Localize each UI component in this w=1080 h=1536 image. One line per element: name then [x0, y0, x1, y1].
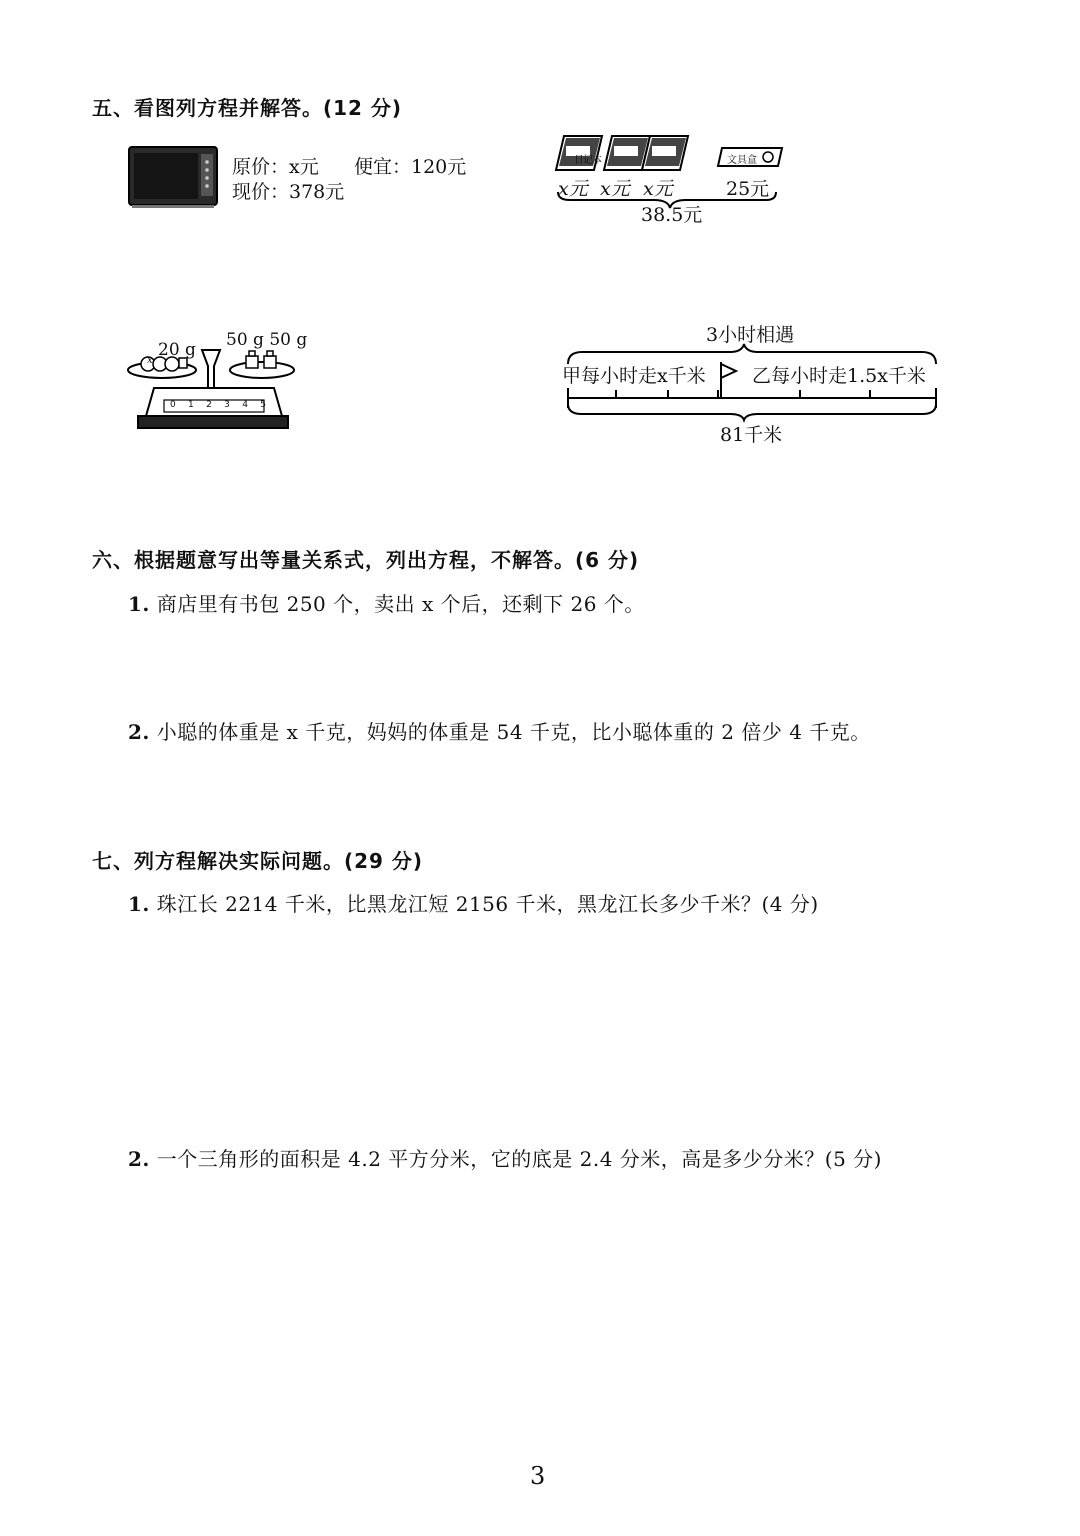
page-number: 3: [530, 1462, 546, 1490]
pencil-box-price: 25元: [726, 178, 770, 200]
section7-heading: 七、列方程解决实际问题。(29 分): [92, 849, 424, 873]
ball-label: x: [147, 355, 153, 366]
section6-heading: 六、根据题意写出等量关系式，列出方程，不解答。(6 分): [92, 548, 640, 572]
notebook-icon: [642, 136, 688, 170]
flag-icon: [721, 362, 736, 398]
notebooks-total: 38.5元: [641, 204, 703, 226]
left-weight-label: 20 g: [158, 340, 196, 360]
scale-tick: 0: [170, 400, 176, 410]
scale-tick: 1: [188, 400, 194, 410]
microwave-current-price: 现价：378元: [232, 181, 345, 203]
microwave-discount: 便宜：120元: [354, 156, 467, 178]
scale-tick: 2: [206, 400, 212, 410]
notebook-price-2: x元: [600, 178, 630, 200]
notebook-price-3: x元: [643, 178, 673, 200]
scale-tick: 5: [260, 400, 266, 410]
scale-tick: 4: [242, 400, 248, 410]
distance-label: 81千米: [720, 424, 783, 446]
left-speed-label: 甲每小时走x千米: [562, 365, 706, 387]
scale-tick: 3: [224, 400, 230, 410]
microwave-image: [128, 146, 218, 208]
question-number: 1.: [128, 892, 150, 916]
question-text: 珠江长 2214 千米，比黑龙江短 2156 千米，黑龙江长多少千米？(4 分): [156, 892, 819, 916]
microwave-icon: [128, 146, 218, 208]
pencil-box-label: 文具盒: [727, 155, 757, 166]
right-speed-label: 乙每小时走1.5x千米: [752, 365, 926, 387]
section7-question-1: [128, 888, 819, 917]
section5-heading: 五、看图列方程并解答。(12 分): [92, 96, 403, 120]
balance-scale-diagram: [124, 336, 324, 436]
question-number: 1.: [128, 592, 150, 616]
notebook-label: 日记本: [574, 155, 601, 166]
section6-question-1: [128, 588, 645, 617]
microwave-original-price: 原价：x元: [232, 156, 319, 178]
notebook-price-1: x元: [558, 178, 588, 200]
meeting-time-label: 3小时相遇: [706, 324, 795, 346]
scale-ticks: [170, 400, 266, 410]
section6-question-2: [128, 716, 871, 745]
question-text: 商店里有书包 250 个，卖出 x 个后，还剩下 26 个。: [156, 592, 645, 616]
question-number: 2.: [128, 720, 150, 744]
right-weights-label: 50 g 50 g: [226, 330, 308, 350]
question-text: 一个三角形的面积是 4.2 平方分米，它的底是 2.4 分米，高是多少分米？(5 分): [156, 1147, 882, 1171]
question-text: 小聪的体重是 x 千克，妈妈的体重是 54 千克，比小聪体重的 2 倍少 4 千克。: [156, 720, 871, 744]
section7-question-2: [128, 1143, 882, 1172]
question-number: 2.: [128, 1147, 150, 1171]
